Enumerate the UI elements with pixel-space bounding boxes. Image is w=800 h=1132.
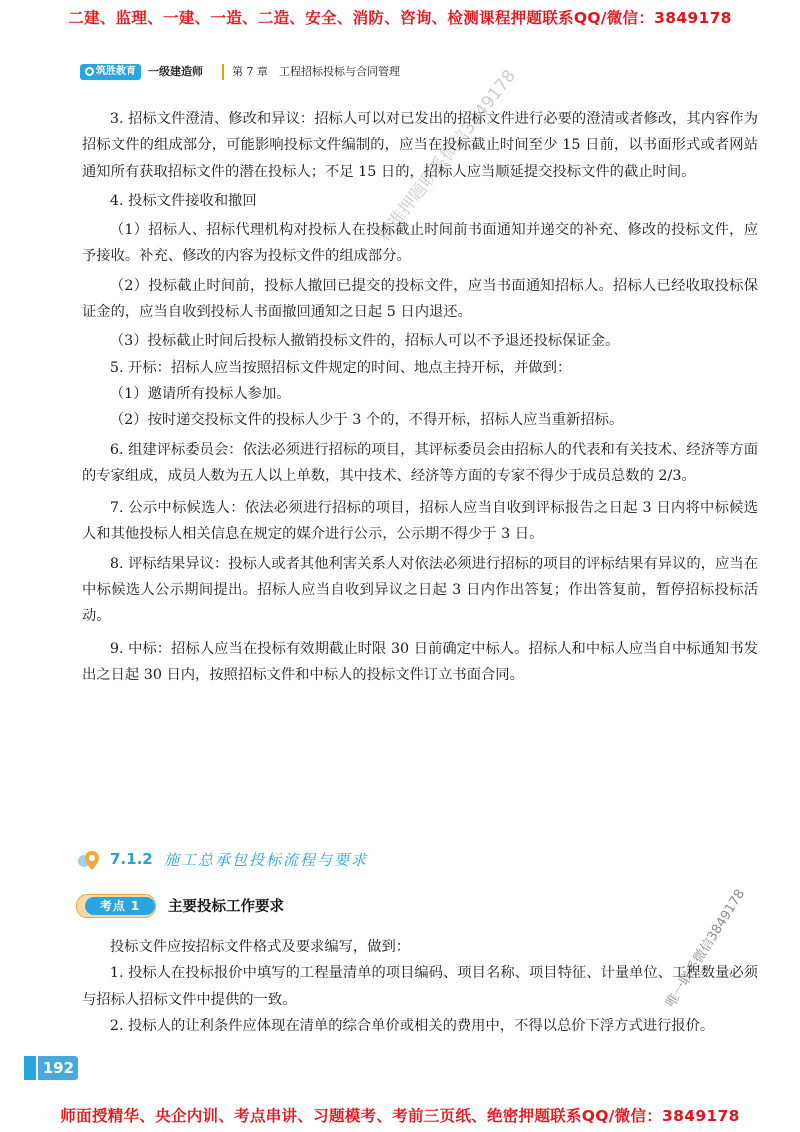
paragraph-5-2: （2）按时递交投标文件的投标人少于 3 个的，不得开标，招标人应当重新招标。 xyxy=(109,412,624,429)
section-heading xyxy=(76,846,476,874)
promo-banner-bottom: 师面授精华、央企内训、考点串讲、习题模考、考前三页纸、绝密押题联系QQ/微信：3849178 xyxy=(60,1107,740,1125)
key-point-heading xyxy=(76,892,476,920)
page-number: 192 xyxy=(38,1056,78,1080)
paragraph-req-1: 1. 投标人在投标报价中填写的工程量清单的项目编码、项目名称、项目特征、计量单位、工程数量必须与招标人招标文件中提供的一致。 xyxy=(82,965,758,1008)
paragraph-4-2: （2）投标截止时间前，投标人撤回已提交的投标文件，应当书面通知招标人。招标人已经收取投标保证金的，应当自收到投标人书面撤回通知之日起 5 日内退还。 xyxy=(82,277,758,321)
section-title: 施工总承包投标流程与要求 xyxy=(164,851,369,869)
paragraph-8: 8. 评标结果异议：投标人或者其他利害关系人对依法必须进行招标的项目的评标结果有异议的，应当在中标候选人公示期间提出。招标人应当自收到异议之日起 3 日内作出答复；作出答复前，暂停招标投标活动。 xyxy=(82,555,758,625)
logo-text: 筑胜教育 xyxy=(96,66,136,77)
paragraph-6: 6. 组建评标委员会：依法必须进行招标的项目，其评标委员会由招标人的代表和有关技术、经济等方面的专家组成，成员人数为五人以上单数，其中技术、经济等方面的专家不得少于成员总数的 2/3。 xyxy=(82,441,758,484)
key-point-label: 考点 1 xyxy=(85,897,155,915)
page-number-bar xyxy=(24,1056,36,1080)
paragraph-4: 4. 投标文件接收和撤回 xyxy=(109,192,257,209)
paragraph-3: 3. 招标文件澄清、修改和异议：招标人可以对已发出的招标文件进行必要的澄清或者修改，其内容作为招标文件的组成部分，可能影响投标文件编制的，应当在投标截止时间至少 15 日前，以书面形式或者网站通知所有获取招标文件的潜在投标人；不足 15 日的，招标人应当顺延提交投标文件的截止时间。 xyxy=(82,111,758,180)
key-point-badge xyxy=(76,894,156,918)
location-pin-icon xyxy=(76,848,102,872)
publisher-logo xyxy=(80,64,141,80)
paragraph-5-1: （1）邀请所有投标人参加。 xyxy=(109,385,291,402)
key-point-title: 主要投标工作要求 xyxy=(168,899,284,915)
section-number: 7.1.2 xyxy=(110,850,153,868)
logo-mark-icon xyxy=(85,67,94,76)
promo-banner-top: 二建、监理、一建、一造、二造、安全、消防、咨询、检测课程押题联系QQ/微信：3849178 xyxy=(68,9,732,27)
paragraph-4-3: （3）投标截止时间后投标人撤销投标文件的，招标人可以不予退还投标保证金。 xyxy=(109,333,620,350)
paragraph-4-1: （1）招标人、招标代理机构对投标人在投标截止时间前书面通知并递交的补充、修改的投标文件，应予接收。补充、修改的内容为投标文件的组成部分。 xyxy=(82,222,758,265)
watermark-2: 唯一联系微信3849178 xyxy=(663,886,749,1011)
paragraph-5: 5. 开标：招标人应当按照招标文件规定的时间、地点主持开标，并做到： xyxy=(109,359,572,376)
paragraph-req-2: 2. 投标人的让利条件应体现在清单的综合单价或相关的费用中，不得以总价下浮方式进行报价。 xyxy=(109,1017,715,1034)
body-text-2 xyxy=(82,934,758,1039)
page-header xyxy=(80,62,720,84)
series-name: 一级建造师 xyxy=(148,65,203,78)
header-divider xyxy=(222,64,224,80)
paragraph-9: 9. 中标：招标人应当在投标有效期截止时限 30 日前确定中标人。招标人和中标人应当自中标通知书发出之日起 30 日内，按照招标文件和中标人的投标文件订立书面合同。 xyxy=(82,640,758,683)
chapter-title: 第 7 章 工程招标投标与合同管理 xyxy=(232,65,400,78)
paragraph-intro: 投标文件应按招标文件格式及要求编写，做到： xyxy=(109,939,411,955)
paragraph-7: 7. 公示中标候选人：依法必须进行招标的项目，招标人应当自收到评标报告之日起 3 日内将中标候选人和其他投标人相关信息在规定的媒介进行公示，公示期不得少于 3 日。 xyxy=(82,500,758,543)
watermark-1: 精准押题联系微信3849178 xyxy=(373,66,521,246)
body-text xyxy=(82,106,758,688)
